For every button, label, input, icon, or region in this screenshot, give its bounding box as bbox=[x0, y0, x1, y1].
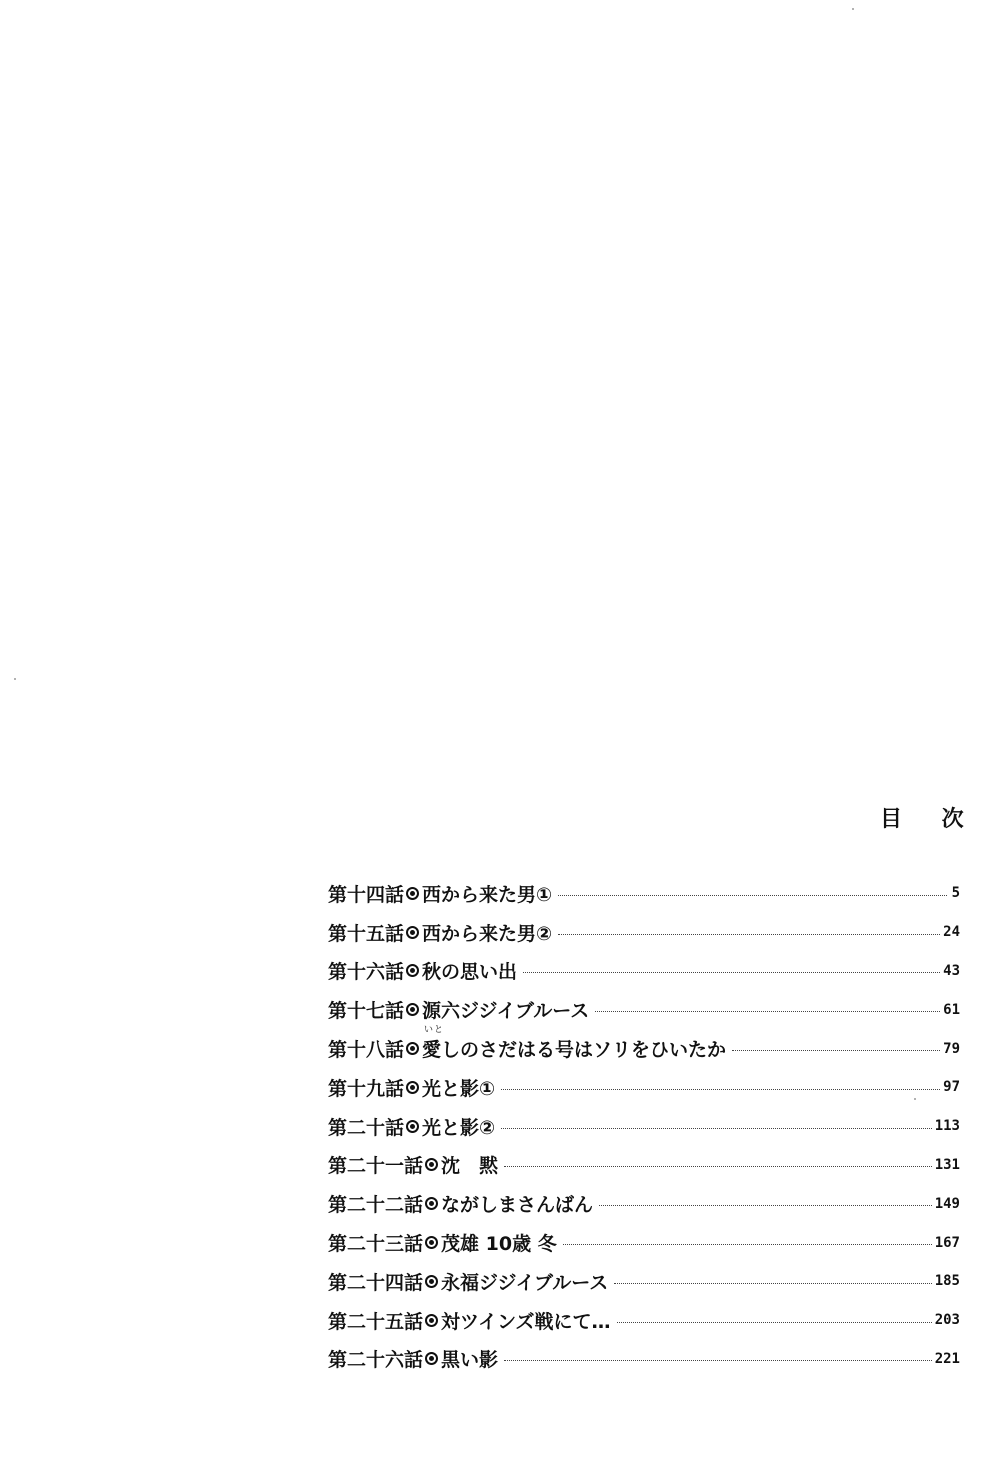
dot-leader bbox=[595, 1011, 940, 1012]
dot-leader bbox=[614, 1283, 931, 1284]
chapter-number: 第二十六話 bbox=[328, 1349, 424, 1372]
page-number: 61 bbox=[943, 1001, 960, 1018]
chapter-title-text: 秋の思い出 bbox=[422, 961, 518, 984]
toc-entry[interactable] bbox=[328, 952, 960, 991]
bullet-icon bbox=[425, 1236, 438, 1249]
page-number: 43 bbox=[943, 962, 960, 979]
table-of-contents-title: 目 次 bbox=[880, 807, 980, 832]
chapter-number: 第二十話 bbox=[328, 1116, 405, 1139]
bullet-icon bbox=[425, 1158, 438, 1171]
toc-entry[interactable] bbox=[328, 913, 960, 952]
chapter-number: 第二十二話 bbox=[328, 1194, 424, 1217]
dot-leader bbox=[504, 1166, 932, 1167]
chapter-title bbox=[422, 919, 552, 946]
dot-leader bbox=[558, 895, 947, 896]
page-number: 221 bbox=[934, 1350, 960, 1367]
chapter-title bbox=[422, 996, 589, 1023]
bullet-icon bbox=[425, 1197, 438, 1210]
bullet-icon bbox=[425, 1314, 438, 1327]
chapter-title-text: ながしまさんばん bbox=[441, 1194, 594, 1217]
chapter-number: 第二十四話 bbox=[328, 1271, 424, 1294]
chapter-title bbox=[441, 1229, 557, 1256]
chapter-title-text: 源六ジジイブルース bbox=[422, 1000, 590, 1023]
toc-entry[interactable] bbox=[328, 990, 960, 1029]
chapter-number: 第十四話 bbox=[328, 883, 405, 906]
chapter-title bbox=[441, 1307, 610, 1334]
page-number: 149 bbox=[934, 1195, 960, 1212]
bullet-icon bbox=[406, 926, 419, 939]
chapter-title-text: 光と影② bbox=[422, 1116, 496, 1139]
toc-entry[interactable] bbox=[328, 1107, 960, 1146]
page-number: 185 bbox=[934, 1273, 960, 1290]
bullet-icon bbox=[406, 887, 419, 900]
page-number: 203 bbox=[934, 1312, 960, 1329]
chapter-number: 第十九話 bbox=[328, 1077, 405, 1100]
page-number: 97 bbox=[943, 1079, 960, 1096]
chapter-number: 第二十三話 bbox=[328, 1233, 424, 1256]
chapter-title-text: 黒い影 bbox=[441, 1349, 499, 1372]
chapter-number: 第二十五話 bbox=[328, 1310, 424, 1333]
dot-leader bbox=[558, 934, 940, 935]
toc-entry[interactable] bbox=[328, 1301, 960, 1340]
toc-entry[interactable] bbox=[328, 1262, 960, 1301]
chapter-title-text: 西から来た男② bbox=[422, 922, 553, 945]
dot-leader bbox=[523, 972, 940, 973]
chapter-number: 第二十一話 bbox=[328, 1155, 424, 1178]
page-number: 131 bbox=[934, 1156, 960, 1173]
toc-entry[interactable] bbox=[328, 1025, 960, 1068]
chapter-number: 第十六話 bbox=[328, 961, 405, 984]
toc-entry[interactable] bbox=[328, 1340, 960, 1379]
dot-leader bbox=[617, 1322, 932, 1323]
scan-speck bbox=[14, 678, 16, 680]
chapter-title-text: 愛しのさだはる号はソリをひいたか bbox=[422, 1039, 727, 1062]
dot-leader bbox=[504, 1360, 932, 1361]
chapter-title-text: 永福ジジイブルース bbox=[441, 1271, 609, 1294]
scan-speck bbox=[852, 8, 854, 10]
chapter-title bbox=[441, 1151, 498, 1178]
chapter-number: 第十八話 bbox=[328, 1039, 405, 1062]
dot-leader bbox=[599, 1205, 932, 1206]
dot-leader bbox=[732, 1050, 940, 1051]
chapter-title-text: 光と影① bbox=[422, 1077, 496, 1100]
bullet-icon bbox=[406, 1003, 419, 1016]
toc-entry[interactable] bbox=[328, 1068, 960, 1107]
bullet-icon bbox=[406, 1081, 419, 1094]
page-number: 113 bbox=[934, 1118, 960, 1135]
chapter-title-text: 茂雄 10歳 冬 bbox=[441, 1233, 557, 1256]
dot-leader bbox=[501, 1089, 940, 1090]
chapter-title-text: 沈 黙 bbox=[441, 1155, 499, 1178]
toc-entry[interactable] bbox=[328, 1184, 960, 1223]
chapter-title bbox=[422, 957, 517, 984]
page-number: 167 bbox=[934, 1234, 960, 1251]
chapter-title bbox=[422, 1025, 727, 1062]
chapter-title-text: 西から来た男① bbox=[422, 883, 553, 906]
bullet-icon bbox=[425, 1275, 438, 1288]
chapter-title bbox=[422, 1074, 495, 1101]
chapter-number: 第十七話 bbox=[328, 1000, 405, 1023]
toc-entry[interactable] bbox=[328, 1146, 960, 1185]
chapter-title bbox=[441, 1190, 593, 1217]
dot-leader bbox=[501, 1128, 932, 1129]
toc-entry[interactable] bbox=[328, 1223, 960, 1262]
page-number: 24 bbox=[943, 924, 960, 941]
chapter-title bbox=[422, 1113, 495, 1140]
bullet-icon bbox=[406, 1042, 419, 1055]
table-of-contents bbox=[328, 874, 960, 1378]
chapter-title bbox=[441, 1268, 608, 1295]
chapter-title-text: 対ツインズ戦にて… bbox=[441, 1310, 611, 1333]
chapter-title bbox=[441, 1345, 498, 1372]
bullet-icon bbox=[406, 964, 419, 977]
chapter-number: 第十五話 bbox=[328, 922, 405, 945]
page-number: 5 bbox=[951, 885, 960, 902]
chapter-title bbox=[422, 880, 552, 907]
bullet-icon bbox=[425, 1352, 438, 1365]
toc-entry[interactable] bbox=[328, 874, 960, 913]
dot-leader bbox=[563, 1244, 932, 1245]
page-number: 79 bbox=[943, 1040, 960, 1057]
bullet-icon bbox=[406, 1120, 419, 1133]
furigana: いと bbox=[424, 1025, 445, 1036]
